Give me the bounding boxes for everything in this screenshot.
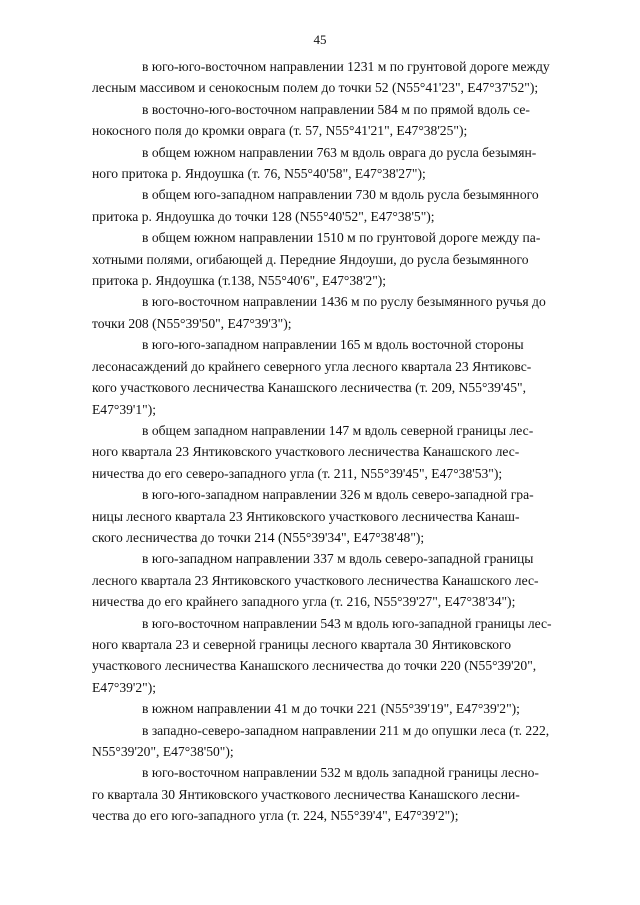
paragraph: в юго-восточном направлении 532 м вдоль западной границы лесно- го квартала 30 Янтиковского участкового лесничества Канашского лесни- чества до его юго-западного угла (т. 224, N55°39'4", E47°39'2"); <box>92 765 539 824</box>
paragraph: в общем юго-западном направлении 730 м вдоль русла безымянного притока р. Яндоушка до точки 128 (N55°40'52", E47°38'5"); <box>92 187 539 224</box>
paragraph: в общем западном направлении 147 м вдоль северной границы лес- ного квартала 23 Янтиковского участкового лесничества Канашского лес- ничества до его северо-западного угла (т. 211, N55°39'45", E47°38'53"); <box>92 422 534 481</box>
paragraph: в общем южном направлении 763 м вдоль оврага до русла безымян- ного притока р. Яндоушка (т. 76, N55°40'58", E47°38'27"); <box>92 144 537 182</box>
paragraph: в общем южном направлении 1510 м по грунтовой дороге между па- хотными полями, огибающей д. Передние Яндоуши, до русла безымянного притока р. Яндоушка (т.138, N55°40'6", E47°38'2"); <box>92 230 541 289</box>
paragraph: в юго-восточном направлении 543 м вдоль юго-западной границы лес- ного квартала 23 и северной границы лесного квартала 30 Янтиковского участкового лесничества Канашского лесничества до точки 220 (N55°39'20", E47°39'2"); <box>92 615 552 695</box>
paragraph: в восточно-юго-восточном направлении 584 м по прямой вдоль се- нокосного поля до кромки оврага (т. 57, N55°41'21", E47°38'25"); <box>92 101 530 139</box>
paragraph: в юго-юго-западном направлении 326 м вдоль северо-западной гра- ницы лесного квартала 23 Янтиковского участкового лесничества Канаш- ского лесничества до точки 214 (N55°39'34", E47°38'48"); <box>92 487 534 545</box>
paragraph: в западно-северо-западном направлении 211 м до опушки леса (т. 222, N55°39'20", E47°38'50"); <box>92 722 550 759</box>
document-body <box>92 56 597 827</box>
paragraph: в юго-юго-восточном направлении 1231 м по грунтовой дороге между лесным массивом и сенокосным полем до точки 52 (N55°41'23", E47°37'52"); <box>92 59 550 96</box>
page-number: 45 <box>313 32 327 47</box>
paragraph: в юго-юго-западном направлении 165 м вдоль восточной стороны лесонасаждений до крайнего северного угла лесного квартала 23 Янтиковс- кого участкового лесничества Канашского лесничества (т. 209, N55°39'45", E47°39'1"); <box>92 337 532 417</box>
paragraph: в юго-восточном направлении 1436 м по руслу безымянного ручья до точки 208 (N55°39'50", E47°39'3"); <box>92 294 546 331</box>
paragraph: в южном направлении 41 м до точки 221 (N55°39'19", E47°39'2"); <box>142 701 520 717</box>
paragraph: в юго-западном направлении 337 м вдоль северо-западной границы лесного квартала 23 Янтиковского участкового лесничества Канашского лес- ничества до его крайнего западного угла (т. 216, N55°39'27", E47°38'34"); <box>92 551 539 610</box>
